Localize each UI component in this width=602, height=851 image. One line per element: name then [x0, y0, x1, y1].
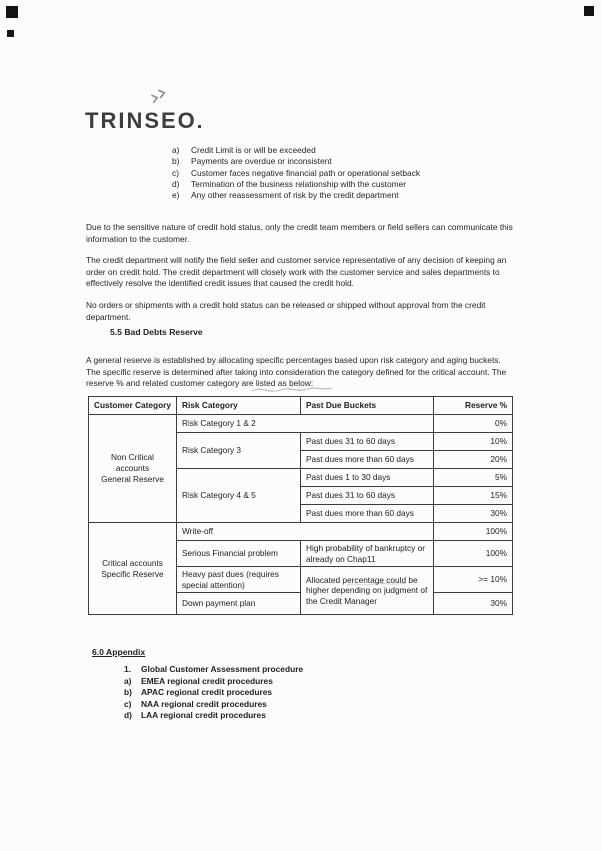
category-cell-critical — [89, 523, 177, 615]
list-item-text: Payments are overdue or inconsistent — [191, 156, 332, 167]
reserve-table — [88, 396, 513, 615]
list-item-label: a) — [172, 145, 180, 155]
reserve-cell: 5% — [434, 469, 513, 487]
table-header-reserve-pct: Reserve % — [434, 397, 513, 415]
list-item-label: d) — [172, 178, 180, 189]
list-item — [172, 179, 420, 190]
category-cell-noncritical — [89, 415, 177, 523]
bucket-cell: Past dues 31 to 60 days — [301, 433, 434, 451]
reserve-cell: 10% — [434, 433, 513, 451]
paragraph-notify: The credit department will notify the field seller and customer service representative of any decision of keeping an order on credit hold. The credit department will closely work with the customer service and sales departments to effectively resolve the identified credit issues that caused the credit hold. — [86, 255, 507, 289]
bucket-cell: Allocated percentage could be higher depending on judgment of the Credit Manager — [301, 567, 434, 615]
risk-cell: Heavy past dues (requires special attention) — [177, 567, 301, 593]
list-item-text: Termination of the business relationship with the customer — [191, 178, 407, 189]
appendix-heading: 6.0 Appendix — [92, 647, 146, 657]
logo-chevron-icon — [147, 86, 172, 108]
bucket-cell: Past dues 31 to 60 days — [301, 487, 434, 505]
reserve-cell: 100% — [434, 541, 513, 567]
logo-wordmark: TRINSEO — [85, 108, 197, 133]
bucket-cell: High probability of bankruptcy or already on Chap11 — [301, 541, 434, 567]
paragraph-no-orders: No orders or shipments with a credit hold status can be released or shipped without approval from the credit department. — [86, 300, 486, 322]
appendix-list — [124, 664, 303, 722]
reserve-cell: 100% — [434, 523, 513, 541]
section-heading-bad-debts: 5.5 Bad Debts Reserve — [110, 327, 203, 337]
risk-cell: Risk Category 3 — [177, 433, 301, 469]
reserve-cell: 30% — [434, 593, 513, 615]
reserve-cell: 0% — [434, 415, 513, 433]
list-item — [124, 664, 303, 676]
risk-cell: Serious Financial problem — [177, 541, 301, 567]
table-row — [89, 415, 513, 433]
table-header-customer-category: Customer Category — [89, 397, 177, 415]
logo-dot — [198, 125, 201, 128]
list-item — [172, 156, 420, 167]
risk-cell: Risk Category 1 & 2 — [177, 415, 434, 433]
category-line: Critical accounts — [102, 557, 163, 568]
paragraph-general-reserve: A general reserve is established by allocating specific percentages based upon risk category and aging buckets. The specific reserve is determined after taking into consideration the category defined for the critical account. The reserve % and related customer category are listed as below: — [86, 355, 507, 389]
list-item-text: LAA regional credit procedures — [141, 710, 266, 720]
risk-cell: Down payment plan — [177, 593, 301, 615]
list-item-label: b) — [124, 687, 132, 697]
scan-mark-left — [7, 30, 14, 37]
trinseo-logo — [85, 109, 201, 133]
list-item-text: APAC regional credit procedures — [141, 687, 273, 697]
bucket-cell: Past dues more than 60 days — [301, 451, 434, 469]
list-item-label: c) — [172, 167, 179, 178]
table-header-risk-category: Risk Category — [177, 397, 301, 415]
bucket-cell: Past dues more than 60 days — [301, 505, 434, 523]
list-item-text: Customer faces negative financial path or operational setback — [191, 167, 421, 178]
category-line: Specific Reserve — [101, 568, 164, 579]
list-item — [124, 710, 303, 722]
reserve-cell: >= 10% — [434, 567, 513, 593]
scan-mark-top-left — [6, 6, 18, 18]
list-item-label: 1. — [124, 664, 131, 674]
list-item-text: Credit Limit is or will be exceeded — [191, 145, 316, 155]
list-item-label: d) — [124, 710, 132, 720]
category-line: General Reserve — [101, 474, 164, 484]
list-item-label: a) — [124, 675, 132, 686]
list-item-label: b) — [172, 156, 180, 167]
list-item — [124, 687, 303, 699]
list-item-text: EMEA regional credit procedures — [141, 675, 273, 686]
bucket-cell: Past dues 1 to 30 days — [301, 469, 434, 487]
list-item — [124, 699, 303, 711]
list-item-text: Global Customer Assessment procedure — [141, 664, 304, 674]
list-item-text: Any other reassessment of risk by the credit department — [191, 190, 399, 201]
table-header-row — [89, 397, 513, 415]
list-item — [172, 190, 420, 201]
list-item-text: NAA regional credit procedures — [141, 698, 267, 709]
reserve-cell: 15% — [434, 487, 513, 505]
list-item — [124, 676, 303, 688]
table-header-past-due-buckets: Past Due Buckets — [301, 397, 434, 415]
table-row — [89, 523, 513, 541]
risk-cell: Write-off — [177, 523, 434, 541]
scan-mark-top-right — [584, 6, 594, 16]
reserve-cell: 30% — [434, 505, 513, 523]
reserve-cell: 20% — [434, 451, 513, 469]
list-item-label: e) — [172, 190, 180, 201]
list-item — [172, 168, 420, 179]
scan-squiggle-artifact — [250, 384, 334, 396]
list-item-label: c) — [124, 698, 132, 709]
risk-cell: Risk Category 4 & 5 — [177, 469, 301, 523]
paragraph-communication: Due to the sensitive nature of credit hold status, only the credit team members or field sellers can communicate this information to the customer. — [86, 222, 513, 244]
credit-conditions-list — [172, 145, 420, 201]
list-item — [172, 145, 420, 156]
category-line: Non Critical accounts — [111, 452, 154, 473]
